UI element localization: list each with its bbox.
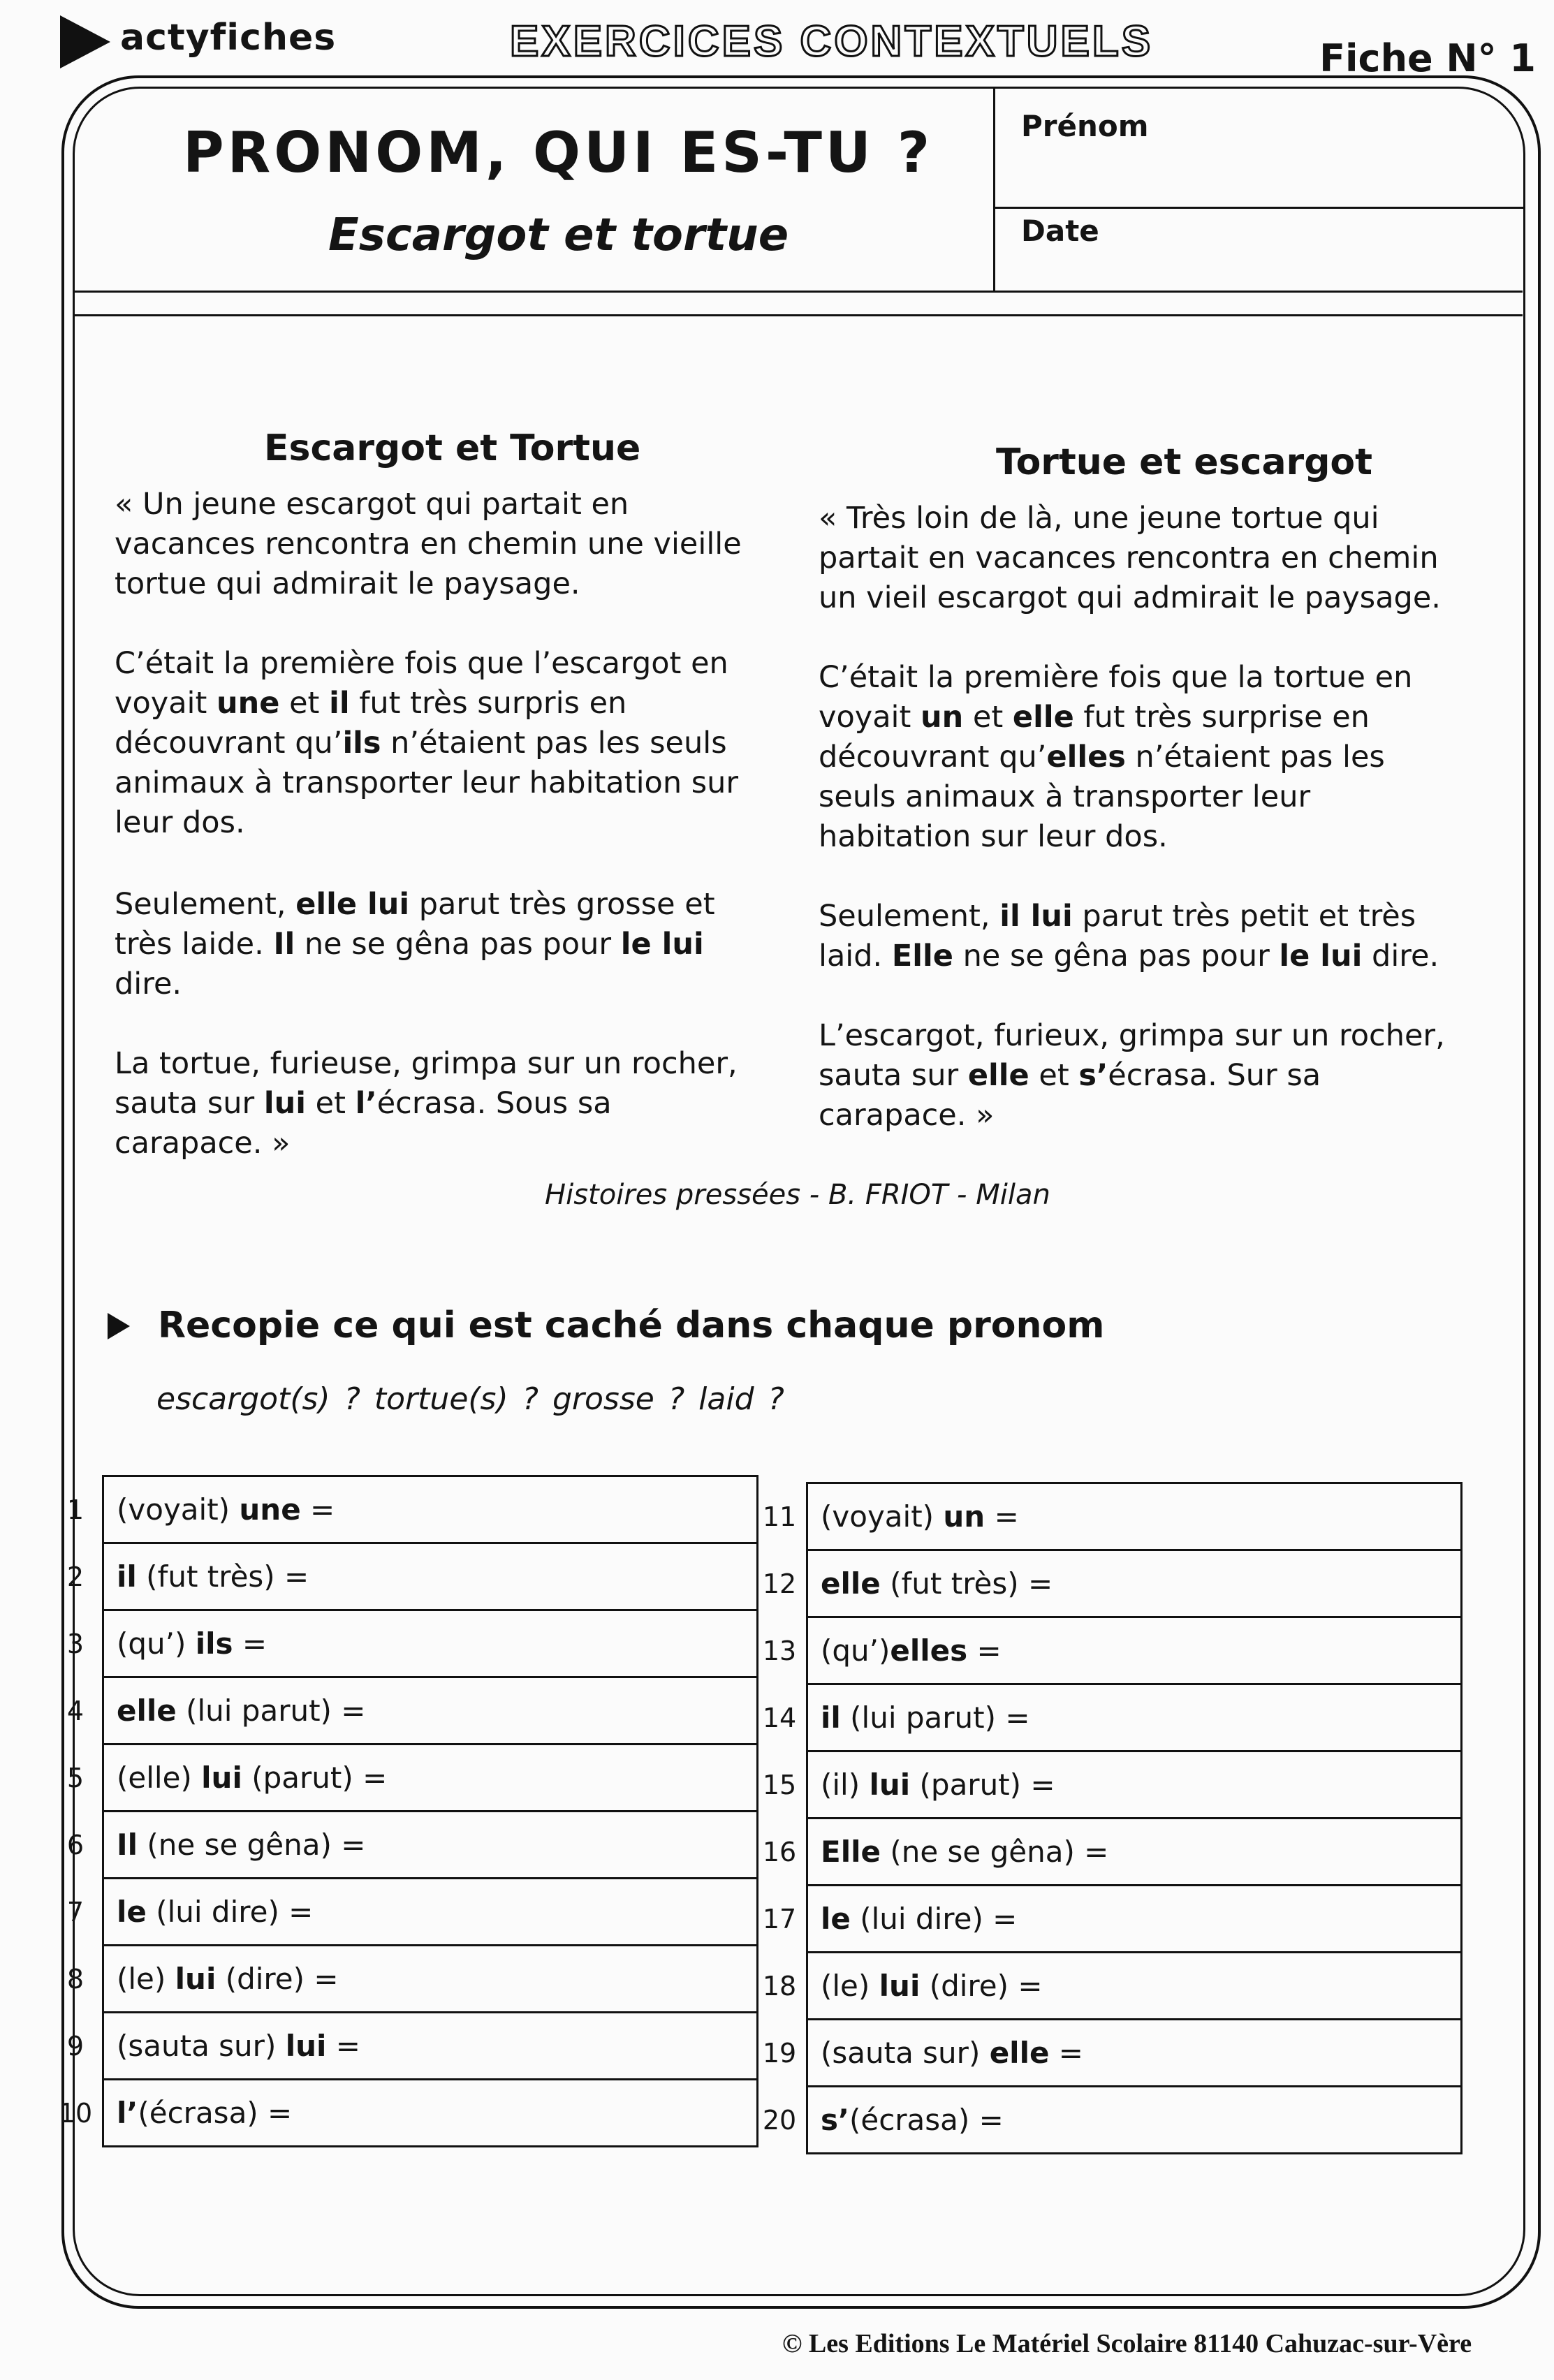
exercise-arrow-icon [108,1313,130,1339]
text-run: (lui parut) = [176,1694,366,1728]
pronoun: l’ [117,2096,138,2130]
answer-cell[interactable] [103,1543,758,1610]
exercise-row [49,2013,758,2080]
pronoun: il [117,1559,137,1594]
pronoun: elles [1046,740,1126,774]
text-run: (qu’) [117,1626,196,1661]
exercise-table-left [49,1475,758,2147]
sheet-number: Fiche N° 1 [1319,36,1536,80]
pronoun: s’ [1078,1058,1108,1093]
exercise-row [753,1550,1462,1617]
text-run: = [967,1633,1002,1668]
pronoun: ils [342,726,381,761]
answer-cell[interactable] [807,1819,1462,1886]
story-left [115,485,764,1203]
answer-cell[interactable] [807,1953,1462,2020]
exercise-row [753,1684,1462,1751]
answer-cell[interactable] [807,1751,1462,1819]
answer-cell[interactable] [103,2080,758,2147]
text-run: fut très surprise en découvrant qu’ [819,700,1370,774]
story-right-p3 [819,897,1468,976]
text-run: n’étaient pas les seuls animaux à transporter leur habitation sur leur dos. [115,726,739,840]
answer-cell[interactable] [103,2013,758,2080]
text-run: parut très petit et très laid. [819,899,1416,974]
pronoun: un [943,1499,985,1534]
text-run: (fut très) = [880,1566,1053,1601]
row-number: 6 [66,1829,85,1860]
row-number: 2 [66,1561,85,1592]
text-run: (voyait) [821,1499,944,1534]
collection-title: EXERCICES CONTEXTUELS [510,17,1154,66]
exercise-row [49,1879,758,1946]
first-name-label: Prénom [1021,109,1149,143]
row-number: 8 [66,1963,85,1995]
text-run: (qu’) [821,1633,890,1668]
pronoun: un [921,700,964,735]
row-number: 16 [762,1836,797,1867]
answer-cell[interactable] [103,1744,758,1812]
row-number: 5 [66,1762,85,1793]
pronoun: elle [967,1058,1029,1093]
text-run: (écrasa) = [138,2096,293,2130]
pronoun: lui [175,1962,217,1996]
brand-name: actyfiches [120,17,337,59]
text-run: fut très surpris en découvrant qu’ [115,686,627,761]
row-number: 13 [762,1635,797,1666]
text-run: et [305,1086,355,1121]
pronoun: ils [195,1626,233,1661]
text-run: La tortue, furieuse, grimpa sur un rocher, sauta sur [115,1046,738,1121]
text-run: (elle) [117,1761,202,1795]
pronoun: il lui [999,899,1073,934]
answer-cell[interactable] [807,1684,1462,1751]
pronoun: elle [117,1694,177,1728]
text-run: (ne se gêna) = [880,1835,1109,1869]
exercise-row [49,1946,758,2013]
pronoun: lui [263,1086,306,1121]
text-run: C’était la première fois que l’escargot en voyait [115,646,728,721]
pronoun: lui [201,1761,242,1795]
text-run: Seulement, [115,887,296,922]
text-run: et [963,700,1013,735]
title-divider-double [73,314,1523,316]
pronoun: Il [117,1828,138,1862]
story-left-p2 [115,644,764,843]
text-run: (ne se gêna) = [138,1828,366,1862]
text-run: dire. [1362,939,1439,974]
exercise-row [753,1819,1462,1886]
row-number: 15 [762,1769,797,1800]
text-run: = [326,2029,360,2063]
exercise-row [753,1886,1462,1953]
exercise-row [753,1751,1462,1819]
pronoun: Il [273,927,295,962]
exercise-row [753,1953,1462,2020]
page-title: PRONOM, QUI ES-TU ? [183,120,934,185]
exercise-row [49,1610,758,1677]
exercise-row [753,1617,1462,1684]
text-run: (lui dire) = [146,1895,314,1929]
answer-cell[interactable] [807,2087,1462,2154]
text-run: parut très grosse et très laide. [115,887,715,962]
exercise-row [49,1744,758,1812]
text-run: (il) [821,1768,870,1802]
pronoun: s’ [821,2103,849,2137]
text-run: = [1049,2036,1083,2070]
brand-arrow-icon [60,15,110,68]
pronoun: une [217,686,280,721]
copyright [782,2328,1472,2359]
row-number: 1 [66,1494,85,1525]
pronoun: le [821,1902,851,1936]
answer-cell[interactable] [103,1812,758,1879]
text-run: (lui dire) = [850,1902,1018,1936]
text-run: (voyait) [117,1492,240,1527]
answer-cell[interactable] [807,1483,1462,1550]
row-number: 20 [762,2104,797,2136]
answer-cell[interactable] [103,1946,758,2013]
row-number: 18 [762,1970,797,2001]
text-run: = [233,1626,267,1661]
pronoun: il [821,1700,841,1735]
title-divider [73,291,1523,293]
exercise-row [753,1483,1462,1550]
text-run: Seulement, [819,899,1000,934]
publisher: Les Editions Le Matériel Scolaire 81140 Cahuzac-sur-Vère [808,2329,1472,2358]
pronoun: le lui [620,927,704,962]
story-right [819,499,1468,1175]
pronoun: elle [821,1566,881,1601]
story-left-title: Escargot et Tortue [264,427,641,469]
text-run: écrasa. Sous sa carapace. » [115,1086,612,1161]
exercise-row [753,2020,1462,2087]
row-number: 14 [762,1702,797,1733]
pronoun: Elle [821,1835,881,1869]
text-run: et [1029,1058,1079,1093]
pronoun: elles [890,1633,968,1668]
text-run: (fut très) = [136,1559,309,1594]
text-run: (écrasa) = [849,2103,1004,2137]
answer-cell[interactable] [807,1617,1462,1684]
text-run: (dire) = [920,1969,1043,2003]
pronoun: une [239,1492,301,1527]
story-left-p1: « Un jeune escargot qui partait en vacances rencontra en chemin une vieille tortue qui admirait le paysage. [115,487,742,601]
text-run: (lui parut) = [840,1700,1030,1735]
text-run: (parut) = [910,1768,1055,1802]
text-run: (sauta sur) [821,2036,990,2070]
story-right-p1: « Très loin de là, une jeune tortue qui partait en vacances rencontra en chemin un vieil escargot qui admirait le paysage. [819,501,1441,615]
row-number: 12 [762,1568,797,1599]
pronoun: le [117,1895,147,1929]
text-run: = [300,1492,335,1527]
exercise-row [49,2080,758,2147]
exercise-row [49,1812,758,1879]
pronoun: l’ [355,1086,377,1121]
answer-cell[interactable] [807,1886,1462,1953]
answer-cell[interactable] [807,2020,1462,2087]
answer-cell[interactable] [103,1476,758,1543]
row-number: 9 [66,2030,85,2062]
pronoun: lui [879,1969,921,2003]
pronoun: elle [1012,700,1074,735]
text-run: (parut) = [242,1761,388,1795]
text-run: (sauta sur) [117,2029,286,2063]
exercise-row [49,1476,758,1543]
name-date-divider [993,88,995,292]
story-left-p4 [115,1044,764,1163]
text-run: écrasa. Sur sa carapace. » [819,1058,1321,1133]
exercise-hints: escargot(s) ? tortue(s) ? grosse ? laid ? [156,1381,784,1417]
text-run: L’escargot, furieux, grimpa sur un rocher, sauta sur [819,1018,1445,1093]
text-run: ne se gêna pas pour [953,939,1280,974]
row-number: 7 [66,1896,85,1927]
page-subtitle: Escargot et tortue [328,210,789,261]
text-run: ne se gêna pas pour [295,927,621,962]
exercise-table-right [753,1482,1463,2154]
text-run: (le) [117,1962,175,1996]
text-run: n’étaient pas les seuls animaux à transporter leur habitation sur leur dos. [819,740,1385,854]
story-right-p4 [819,1016,1468,1136]
row-number: 10 [58,2097,93,2129]
text-run: dire. [115,967,182,1001]
name-date-separator [993,207,1524,209]
text-run: (le) [821,1969,879,2003]
answer-cell[interactable] [103,1879,758,1946]
pronoun: lui [869,1768,911,1802]
pronoun: il [329,686,350,721]
text-run: = [985,1499,1019,1534]
row-number: 19 [762,2037,797,2069]
text-run: C’était la première fois que la tortue en voyait [819,660,1413,735]
story-left-p3 [115,885,764,1004]
row-number: 4 [66,1695,85,1726]
answer-cell[interactable] [103,1610,758,1677]
date-label: Date [1021,214,1099,248]
pronoun: elle [989,2036,1050,2070]
text-run: (dire) = [216,1962,339,1996]
answer-cell[interactable] [103,1677,758,1744]
story-right-title: Tortue et escargot [996,441,1372,483]
exercise-row [49,1543,758,1610]
pronoun: le lui [1279,939,1363,974]
copyright-symbol: © [782,2329,802,2358]
exercise-row [49,1677,758,1744]
pronoun: Elle [891,939,953,974]
story-right-p2 [819,658,1468,857]
row-number: 11 [762,1501,797,1532]
pronoun: elle lui [295,887,410,922]
exercise-row [753,2087,1462,2154]
exercise-instruction: Recopie ce qui est caché dans chaque pronom [158,1305,1105,1346]
text-run: et [279,686,330,721]
answer-cell[interactable] [807,1550,1462,1617]
source-citation: Histoires pressées - B. FRIOT - Milan [545,1179,1050,1211]
row-number: 3 [66,1628,85,1659]
pronoun: lui [285,2029,327,2063]
row-number: 17 [762,1903,797,1934]
